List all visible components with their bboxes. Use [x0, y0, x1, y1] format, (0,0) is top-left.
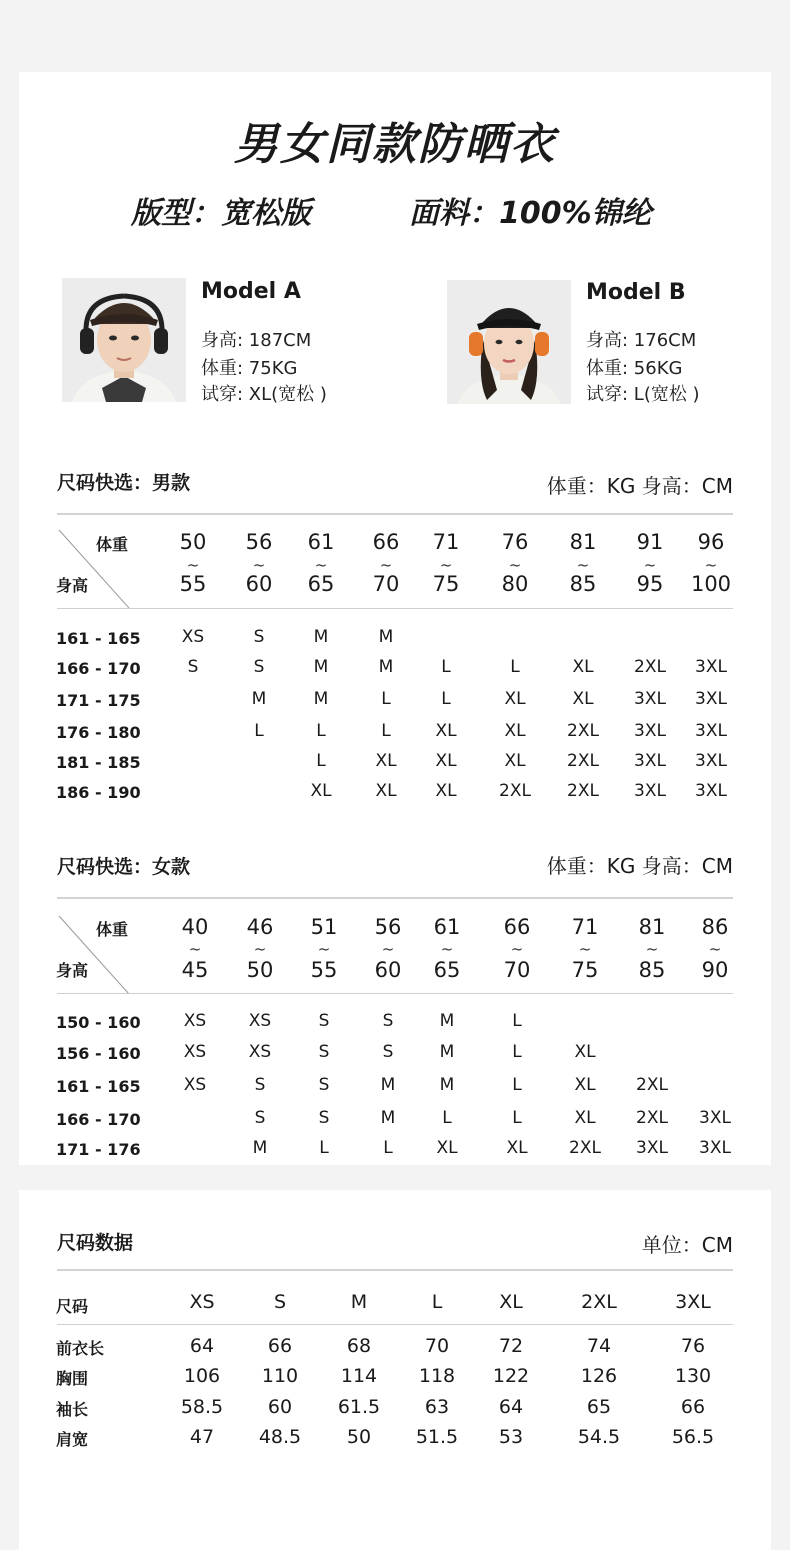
men-chart-title: 尺码快选：男款 — [57, 472, 191, 494]
women_chart-weight-high: 90 — [701, 958, 729, 982]
measurement-value: 65 — [586, 1396, 612, 1418]
fabric-label: 面料：100%锦纶 — [409, 196, 652, 231]
men_chart-size-cell: M — [378, 657, 394, 677]
men_chart-size-cell: XL — [435, 751, 457, 771]
page-title: 男女同款防晒衣 — [234, 119, 556, 170]
model-a-weight: 体重: 75KG — [201, 358, 298, 379]
size-column-header: XS — [189, 1291, 215, 1313]
women_chart-size-cell: 3XL — [699, 1138, 731, 1158]
women_chart-weight-high: 75 — [571, 958, 599, 982]
men_chart-tilde: ~ — [576, 556, 590, 574]
model-b-height: 身高: 176CM — [586, 330, 697, 351]
men_chart-size-cell: S — [253, 627, 265, 647]
women_chart-size-cell: 2XL — [569, 1138, 601, 1158]
men_chart-weight-high: 55 — [179, 572, 207, 596]
women_chart-header-rule — [57, 993, 733, 994]
men_chart-size-cell: 2XL — [567, 751, 599, 771]
men_chart-weight-high: 70 — [372, 572, 400, 596]
men_chart-size-cell: L — [510, 657, 520, 677]
women_chart-size-cell: M — [439, 1042, 455, 1062]
model-a-name: Model A — [201, 279, 301, 304]
fit-label: 版型：宽松版 — [131, 196, 311, 231]
men_chart-tilde: ~ — [314, 556, 328, 574]
men_chart-size-cell: XL — [310, 781, 332, 801]
women_chart-size-cell: S — [318, 1011, 330, 1031]
men_chart-size-cell: 2XL — [499, 781, 531, 801]
women_chart-size-cell: S — [382, 1042, 394, 1062]
men_chart-size-cell: L — [381, 721, 391, 741]
model-b-weight: 体重: 56KG — [586, 358, 683, 379]
women_chart-size-cell: XL — [574, 1042, 596, 1062]
measurement-value: 50 — [346, 1426, 372, 1448]
size-column-header: S — [273, 1291, 287, 1313]
measurement-value: 66 — [680, 1396, 706, 1418]
men_chart-size-cell: L — [441, 689, 451, 709]
women_chart-weight-low: 66 — [503, 915, 531, 939]
women_chart-tilde: ~ — [253, 940, 267, 958]
measurement-value: 126 — [580, 1365, 618, 1387]
size-header-label: 尺码 — [56, 1297, 89, 1316]
men_chart-size-cell: 3XL — [695, 781, 727, 801]
men_chart-size-cell: 3XL — [634, 721, 666, 741]
women_chart-height-label: 身高 — [56, 961, 89, 980]
men_chart-row-height: 176 - 180 — [56, 723, 141, 742]
women-chart-unit: 体重：KG 身高：CM — [546, 854, 733, 878]
women_chart-weight-high: 55 — [310, 958, 338, 982]
measurement-label: 袖长 — [56, 1400, 89, 1419]
size-data-header-rule — [57, 1324, 733, 1325]
women_chart-size-cell: 2XL — [636, 1108, 668, 1128]
men_chart-weight-low: 81 — [569, 530, 597, 554]
men_chart-row-height: 171 - 175 — [56, 691, 141, 710]
measurement-value: 130 — [674, 1365, 712, 1387]
men_chart-row-height: 186 - 190 — [56, 783, 141, 802]
women_chart-size-cell: M — [380, 1108, 396, 1128]
women_chart-size-cell: XL — [574, 1108, 596, 1128]
men_chart-size-cell: 2XL — [634, 657, 666, 677]
women_chart-size-cell: L — [442, 1108, 452, 1128]
men_chart-size-cell: M — [313, 627, 329, 647]
men_chart-weight-low: 50 — [179, 530, 207, 554]
women_chart-weight-high: 85 — [638, 958, 666, 982]
men_chart-header-rule — [57, 608, 733, 609]
women_chart-weight-low: 81 — [638, 915, 666, 939]
men_chart-tilde: ~ — [186, 556, 200, 574]
women_chart-weight-low: 51 — [310, 915, 338, 939]
women_chart-tilde: ~ — [578, 940, 592, 958]
men_chart-tilde: ~ — [508, 556, 522, 574]
men_chart-size-cell: S — [187, 657, 199, 677]
measurement-value: 72 — [498, 1335, 524, 1357]
men_chart-weight-high: 60 — [245, 572, 273, 596]
men_chart-size-cell: 2XL — [567, 781, 599, 801]
measurement-value: 53 — [498, 1426, 524, 1448]
women_chart-size-cell: XS — [183, 1075, 207, 1095]
men_chart-size-cell: L — [316, 721, 326, 741]
measurement-value: 122 — [492, 1365, 530, 1387]
women_chart-tilde: ~ — [708, 940, 722, 958]
men_chart-weight-low: 76 — [501, 530, 529, 554]
women_chart-size-cell: L — [512, 1075, 522, 1095]
measurement-value: 74 — [586, 1335, 612, 1357]
men_chart-row-height: 166 - 170 — [56, 659, 141, 678]
women_chart-weight-low: 86 — [701, 915, 729, 939]
men_chart-size-cell: L — [316, 751, 326, 771]
men_chart-size-cell: 3XL — [695, 751, 727, 771]
women_chart-size-cell: XL — [574, 1075, 596, 1095]
size-data-unit: 单位：CM — [641, 1233, 733, 1257]
women_chart-weight-low: 61 — [433, 915, 461, 939]
women-chart-title: 尺码快选：女款 — [57, 856, 191, 878]
measurement-value: 70 — [424, 1335, 450, 1357]
women_chart-size-cell: S — [318, 1042, 330, 1062]
men_chart-size-cell: XL — [435, 721, 457, 741]
women_chart-row-height: 166 - 170 — [56, 1110, 141, 1129]
women_chart-weight-low: 71 — [571, 915, 599, 939]
women_chart-size-cell: L — [512, 1108, 522, 1128]
women_chart-weight-high: 50 — [246, 958, 274, 982]
measurement-value: 110 — [261, 1365, 299, 1387]
men_chart-weight-high: 95 — [636, 572, 664, 596]
men-chart-top-rule — [57, 513, 733, 515]
women_chart-weight-label: 体重 — [96, 920, 129, 939]
women_chart-tilde: ~ — [317, 940, 331, 958]
men_chart-tilde: ~ — [704, 556, 718, 574]
men_chart-weight-low: 66 — [372, 530, 400, 554]
men_chart-size-cell: 2XL — [567, 721, 599, 741]
men_chart-size-cell: XL — [504, 721, 526, 741]
women_chart-size-cell: M — [380, 1075, 396, 1095]
quick-size-card — [19, 72, 771, 1165]
measurement-value: 118 — [418, 1365, 456, 1387]
women_chart-tilde: ~ — [381, 940, 395, 958]
size-data-title: 尺码数据 — [57, 1232, 134, 1254]
measurement-value: 76 — [680, 1335, 706, 1357]
measurement-value: 64 — [189, 1335, 215, 1357]
men_chart-size-cell: M — [378, 627, 394, 647]
men_chart-size-cell: XL — [504, 689, 526, 709]
women_chart-size-cell: M — [439, 1075, 455, 1095]
women_chart-size-cell: XS — [248, 1011, 272, 1031]
men_chart-weight-low: 71 — [432, 530, 460, 554]
men_chart-weight-label: 体重 — [96, 535, 129, 554]
women_chart-size-cell: XS — [183, 1042, 207, 1062]
size-column-header: M — [350, 1291, 368, 1313]
measurement-value: 47 — [189, 1426, 215, 1448]
men_chart-size-cell: XL — [572, 689, 594, 709]
women_chart-tilde: ~ — [188, 940, 202, 958]
women-chart-top-rule — [57, 897, 733, 899]
measurement-value: 51.5 — [415, 1426, 459, 1448]
size-column-header: 2XL — [581, 1291, 617, 1313]
men_chart-size-cell: M — [313, 657, 329, 677]
men_chart-size-cell: L — [441, 657, 451, 677]
women_chart-size-cell: L — [383, 1138, 393, 1158]
men_chart-tilde: ~ — [439, 556, 453, 574]
men_chart-size-cell: L — [254, 721, 264, 741]
men_chart-size-cell: XL — [504, 751, 526, 771]
men_chart-size-cell: M — [313, 689, 329, 709]
men_chart-tilde: ~ — [252, 556, 266, 574]
women_chart-size-cell: L — [512, 1011, 522, 1031]
women_chart-size-cell: L — [512, 1042, 522, 1062]
women_chart-size-cell: S — [382, 1011, 394, 1031]
women_chart-size-cell: XS — [248, 1042, 272, 1062]
measurement-value: 106 — [183, 1365, 221, 1387]
men_chart-size-cell: 3XL — [695, 657, 727, 677]
men_chart-size-cell: 3XL — [695, 689, 727, 709]
women_chart-size-cell: S — [318, 1108, 330, 1128]
men_chart-row-height: 161 - 165 — [56, 629, 141, 648]
size-column-header: 3XL — [675, 1291, 711, 1313]
women_chart-weight-high: 70 — [503, 958, 531, 982]
men_chart-weight-low: 96 — [697, 530, 725, 554]
men_chart-size-cell: L — [381, 689, 391, 709]
women_chart-weight-low: 56 — [374, 915, 402, 939]
size-column-header: XL — [499, 1291, 523, 1313]
women_chart-tilde: ~ — [510, 940, 524, 958]
model-a-photo — [62, 278, 186, 402]
men_chart-row-height: 181 - 185 — [56, 753, 141, 772]
measurement-label: 胸围 — [56, 1369, 89, 1388]
women_chart-row-height: 171 - 176 — [56, 1140, 141, 1159]
women_chart-size-cell: XS — [183, 1011, 207, 1031]
measurement-value: 61.5 — [337, 1396, 381, 1418]
model-b-fitting: 试穿: L(宽松 ) — [586, 384, 700, 405]
women_chart-weight-high: 65 — [433, 958, 461, 982]
measurement-value: 54.5 — [577, 1426, 621, 1448]
women_chart-row-height: 161 - 165 — [56, 1077, 141, 1096]
women_chart-tilde: ~ — [440, 940, 454, 958]
men_chart-size-cell: S — [253, 657, 265, 677]
model-a-fitting: 试穿: XL(宽松 ) — [201, 384, 327, 405]
women_chart-weight-low: 40 — [181, 915, 209, 939]
women_chart-size-cell: S — [254, 1108, 266, 1128]
model-a-height: 身高: 187CM — [201, 330, 312, 351]
women_chart-size-cell: S — [254, 1075, 266, 1095]
measurement-value: 60 — [267, 1396, 293, 1418]
size-data-top-rule — [57, 1269, 733, 1271]
men_chart-size-cell: XL — [375, 751, 397, 771]
men_chart-weight-low: 61 — [307, 530, 335, 554]
measurement-value: 56.5 — [671, 1426, 715, 1448]
size-column-header: L — [431, 1291, 443, 1313]
measurement-value: 48.5 — [258, 1426, 302, 1448]
measurement-value: 64 — [498, 1396, 524, 1418]
men_chart-weight-high: 85 — [569, 572, 597, 596]
model-b-photo — [447, 280, 571, 404]
measurement-value: 114 — [340, 1365, 378, 1387]
men_chart-size-cell: 3XL — [634, 781, 666, 801]
women_chart-size-cell: XL — [436, 1138, 458, 1158]
men_chart-height-label: 身高 — [56, 576, 89, 595]
women_chart-row-height: 156 - 160 — [56, 1044, 141, 1063]
men_chart-size-cell: 3XL — [695, 721, 727, 741]
men_chart-size-cell: XL — [435, 781, 457, 801]
measurement-value: 63 — [424, 1396, 450, 1418]
women_chart-size-cell: 3XL — [699, 1108, 731, 1128]
women_chart-size-cell: M — [252, 1138, 268, 1158]
men_chart-tilde: ~ — [379, 556, 393, 574]
men_chart-size-cell: 3XL — [634, 751, 666, 771]
measurement-value: 58.5 — [180, 1396, 224, 1418]
measurement-label: 肩宽 — [56, 1430, 89, 1449]
men_chart-size-cell: XS — [181, 627, 205, 647]
men_chart-tilde: ~ — [643, 556, 657, 574]
women_chart-size-cell: L — [319, 1138, 329, 1158]
size-data-card — [19, 1190, 771, 1550]
men-chart-unit: 体重：KG 身高：CM — [546, 474, 733, 498]
women_chart-weight-high: 45 — [181, 958, 209, 982]
measurement-label: 前衣长 — [56, 1339, 105, 1358]
men_chart-weight-low: 56 — [245, 530, 273, 554]
men_chart-weight-high: 75 — [432, 572, 460, 596]
women_chart-tilde: ~ — [645, 940, 659, 958]
men_chart-size-cell: XL — [375, 781, 397, 801]
model-b-name: Model B — [586, 280, 686, 305]
men_chart-size-cell: 3XL — [634, 689, 666, 709]
men_chart-weight-high: 80 — [501, 572, 529, 596]
women_chart-size-cell: M — [439, 1011, 455, 1031]
women_chart-size-cell: S — [318, 1075, 330, 1095]
women_chart-size-cell: XL — [506, 1138, 528, 1158]
women_chart-weight-high: 60 — [374, 958, 402, 982]
men_chart-size-cell: M — [251, 689, 267, 709]
men_chart-size-cell: XL — [572, 657, 594, 677]
measurement-value: 68 — [346, 1335, 372, 1357]
men_chart-weight-high: 100 — [690, 572, 732, 596]
women_chart-row-height: 150 - 160 — [56, 1013, 141, 1032]
women_chart-size-cell: 2XL — [636, 1075, 668, 1095]
men_chart-weight-low: 91 — [636, 530, 664, 554]
men_chart-weight-high: 65 — [307, 572, 335, 596]
women_chart-size-cell: 3XL — [636, 1138, 668, 1158]
measurement-value: 66 — [267, 1335, 293, 1357]
women_chart-weight-low: 46 — [246, 915, 274, 939]
